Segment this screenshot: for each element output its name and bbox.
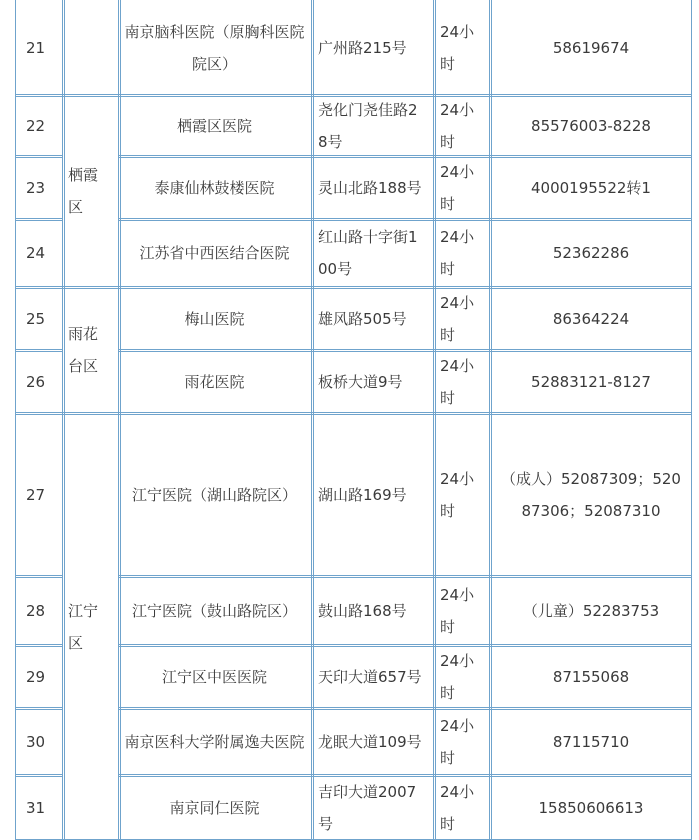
hospital-address: 灵山北路188号 bbox=[318, 179, 422, 197]
table-border bbox=[62, 94, 118, 95]
table-border bbox=[118, 351, 691, 352]
table-border bbox=[15, 575, 62, 576]
table-border bbox=[15, 220, 62, 221]
hospital-name: 江苏省中西医结合医院 bbox=[139, 244, 290, 262]
table-border bbox=[15, 351, 62, 352]
table-border bbox=[118, 349, 691, 350]
contact-phone: 86364224 bbox=[552, 310, 630, 328]
service-hours: 24小时 bbox=[440, 652, 475, 702]
row-number: 22 bbox=[25, 117, 46, 135]
contact-phone: 87115710 bbox=[552, 733, 630, 751]
hospital-address: 龙眠大道109号 bbox=[318, 733, 422, 751]
row-number: 23 bbox=[25, 179, 46, 197]
table-border bbox=[62, 288, 118, 289]
table-border bbox=[118, 774, 691, 775]
service-hours: 24小时 bbox=[440, 23, 475, 73]
table-border bbox=[118, 707, 691, 708]
row-number: 30 bbox=[25, 733, 46, 751]
table-border bbox=[15, 646, 62, 647]
table-border bbox=[491, 0, 492, 840]
table-border bbox=[118, 709, 691, 710]
table-border bbox=[120, 0, 121, 840]
row-number: 26 bbox=[25, 373, 46, 391]
table-border bbox=[15, 94, 62, 95]
table-border bbox=[15, 412, 62, 413]
table-border bbox=[62, 412, 118, 413]
hospital-address: 尧化门尧佳路28号 bbox=[318, 101, 418, 151]
table-border bbox=[15, 96, 62, 97]
table-border bbox=[691, 0, 692, 840]
table-border bbox=[435, 0, 436, 840]
table-border bbox=[118, 0, 119, 840]
table-border bbox=[118, 414, 691, 415]
contact-phone: 52883121-8127 bbox=[531, 373, 651, 391]
hospital-address: 板桥大道9号 bbox=[318, 373, 403, 391]
hospital-name: 江宁区中医医院 bbox=[161, 668, 267, 686]
table-border bbox=[118, 412, 691, 413]
hospital-name: 南京医科大学附属逸夫医院 bbox=[124, 733, 305, 751]
hospital-address: 鼓山路168号 bbox=[318, 602, 407, 620]
table-border bbox=[118, 94, 691, 95]
table-border bbox=[313, 0, 314, 840]
table-border bbox=[118, 220, 691, 221]
district-name: 栖霞区 bbox=[68, 166, 99, 216]
table-border bbox=[118, 96, 691, 97]
row-number: 27 bbox=[25, 486, 46, 504]
table-border bbox=[15, 288, 62, 289]
hospital-name: 江宁医院（鼓山路院区） bbox=[131, 602, 297, 620]
table-border bbox=[15, 707, 62, 708]
table-border bbox=[118, 288, 691, 289]
hospital-address: 雄风路505号 bbox=[318, 310, 407, 328]
table-border bbox=[15, 776, 62, 777]
table-border bbox=[118, 218, 691, 219]
contact-phone: 15850606613 bbox=[538, 799, 644, 817]
contact-phone: 87155068 bbox=[552, 668, 630, 686]
table-border bbox=[15, 157, 62, 158]
table-border bbox=[118, 575, 691, 576]
table-border bbox=[62, 0, 63, 840]
row-number: 31 bbox=[25, 799, 46, 817]
hospital-name: 江宁医院（湖山路院区） bbox=[131, 486, 297, 504]
table-border bbox=[15, 0, 16, 840]
table-border bbox=[15, 218, 62, 219]
contact-phone: 4000195522转1 bbox=[531, 179, 651, 197]
table-border bbox=[433, 0, 434, 840]
row-number: 24 bbox=[25, 244, 46, 262]
hospital-address: 吉印大道2007号 bbox=[318, 783, 417, 833]
table-border bbox=[64, 0, 65, 840]
table-border bbox=[62, 96, 118, 97]
table-border bbox=[15, 774, 62, 775]
service-hours: 24小时 bbox=[440, 228, 475, 278]
service-hours: 24小时 bbox=[440, 294, 475, 344]
contact-phone: 85576003-8228 bbox=[531, 117, 651, 135]
contact-phone: （儿童）52283753 bbox=[522, 602, 660, 620]
hospital-name: 雨花医院 bbox=[184, 373, 245, 391]
contact-phone: 52362286 bbox=[552, 244, 630, 262]
table-border bbox=[118, 286, 691, 287]
table-border bbox=[118, 646, 691, 647]
table-border bbox=[15, 709, 62, 710]
row-number: 28 bbox=[25, 602, 46, 620]
table-border bbox=[118, 644, 691, 645]
hospital-address: 湖山路169号 bbox=[318, 486, 407, 504]
table-border bbox=[15, 155, 62, 156]
table-border bbox=[15, 286, 62, 287]
table-border bbox=[15, 644, 62, 645]
service-hours: 24小时 bbox=[440, 586, 475, 636]
table-border bbox=[118, 577, 691, 578]
hospital-address: 红山路十字街100号 bbox=[318, 228, 418, 278]
service-hours: 24小时 bbox=[440, 357, 475, 407]
hospital-name: 南京同仁医院 bbox=[169, 799, 260, 817]
district-name: 雨花台区 bbox=[68, 325, 99, 375]
table-border bbox=[118, 155, 691, 156]
district-name: 江宁区 bbox=[68, 602, 99, 652]
hospital-name: 泰康仙林鼓楼医院 bbox=[154, 179, 275, 197]
service-hours: 24小时 bbox=[440, 783, 475, 833]
hospital-name: 南京脑科医院（原胸科医院院区） bbox=[124, 23, 305, 73]
contact-phone: 58619674 bbox=[552, 39, 630, 57]
table-border bbox=[62, 286, 118, 287]
table-border bbox=[62, 414, 118, 415]
table-border bbox=[15, 349, 62, 350]
table-border bbox=[311, 0, 312, 840]
service-hours: 24小时 bbox=[440, 101, 475, 151]
table-border bbox=[118, 776, 691, 777]
hospital-name: 栖霞区医院 bbox=[176, 117, 252, 135]
table-border bbox=[15, 577, 62, 578]
table-border bbox=[489, 0, 490, 840]
hospital-address: 广州路215号 bbox=[318, 39, 407, 57]
row-number: 25 bbox=[25, 310, 46, 328]
table-border bbox=[15, 414, 62, 415]
row-number: 29 bbox=[25, 668, 46, 686]
service-hours: 24小时 bbox=[440, 470, 475, 520]
service-hours: 24小时 bbox=[440, 717, 475, 767]
contact-phone: （成人）52087309；52087306；52087310 bbox=[501, 470, 681, 520]
hospital-address: 天印大道657号 bbox=[318, 668, 422, 686]
row-number: 21 bbox=[25, 39, 46, 57]
table-border bbox=[118, 157, 691, 158]
service-hours: 24小时 bbox=[440, 163, 475, 213]
hospital-name: 梅山医院 bbox=[184, 310, 245, 328]
